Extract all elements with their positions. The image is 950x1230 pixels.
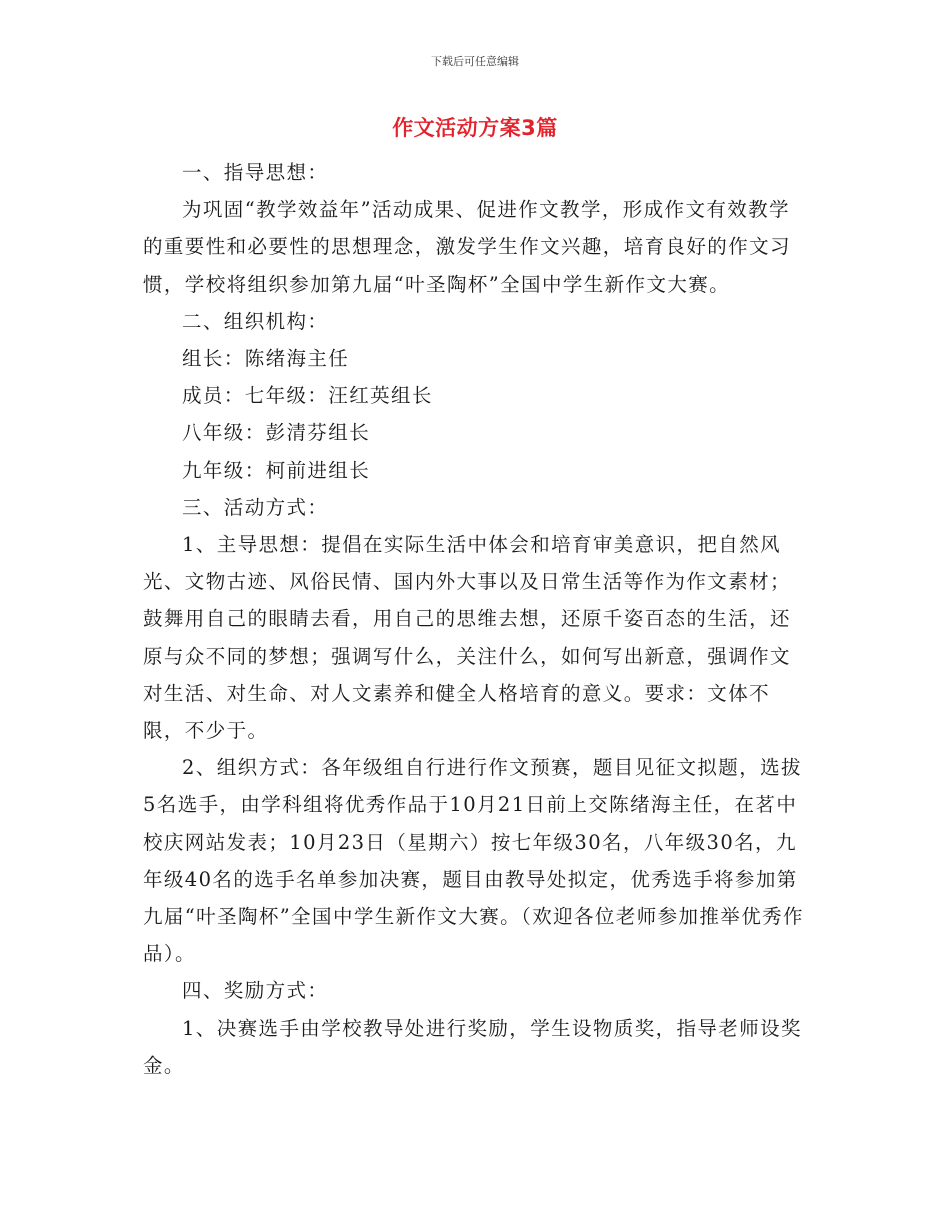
section-heading-rewards: 四、奖励方式：: [182, 979, 329, 1003]
section-heading-organization: 二、组织机构：: [182, 309, 329, 333]
org-leader: 组长：陈绪海主任: [182, 347, 350, 371]
paragraph-rewards: 1、决赛选手由学校教导处进行奖励，学生设物质奖，指导老师设奖金。: [143, 1016, 802, 1077]
org-members-grade8: 八年级：彭清芬组长: [182, 421, 371, 445]
document-title: 作文活动方案3篇: [392, 116, 558, 140]
paragraph-organization-method: 2、组织方式：各年级组自行进行作文预赛，题目见征文拟题，选拔5名选手，由学科组将优秀作品于10月21日前上交陈绪海主任，在茗中校庆网站发表；10月23日（星期六）按七年级30名，八年级30名，九年级40名的选手名单参加决赛，题目由教导处拟定，优秀选手将参加第九届“叶圣陶杯”全国中学生新作文大赛。（欢迎各位老师参加推举优秀作品）。: [143, 756, 804, 966]
org-members-grade7: 成员：七年级：汪红英组长: [182, 384, 433, 408]
document-body: [143, 154, 809, 1084]
paragraph-main-idea: 1、主导思想：提倡在实际生活中体会和培育审美意识，把自然风光、文物古迹、风俗民情、国内外大事以及日常生活等作为作文素材；鼓舞用自己的眼睛去看，用自己的思维去想，还原千姿百态的生活，还原与众不同的梦想；强调写什么，关注什么，如何写出新意，强调作文对生活、对生命、对人文素养和健全人格培育的意义。要求：文体不限，不少于。: [143, 533, 791, 743]
section-heading-activity: 三、活动方式：: [182, 495, 329, 519]
org-members-grade9: 九年级：柯前进组长: [182, 458, 371, 482]
header-note: 下载后可任意编辑: [431, 55, 519, 68]
paragraph-guiding-thought: 为巩固“教学效益年”活动成果、促进作文教学，形成作文有效教学的重要性和必要性的思想理念，激发学生作文兴趣，培育良好的作文习惯，学校将组织参加第九届“叶圣陶杯”全国中学生新作文大赛。: [143, 198, 791, 296]
section-heading-guiding-thought: 一、指导思想：: [182, 161, 329, 184]
